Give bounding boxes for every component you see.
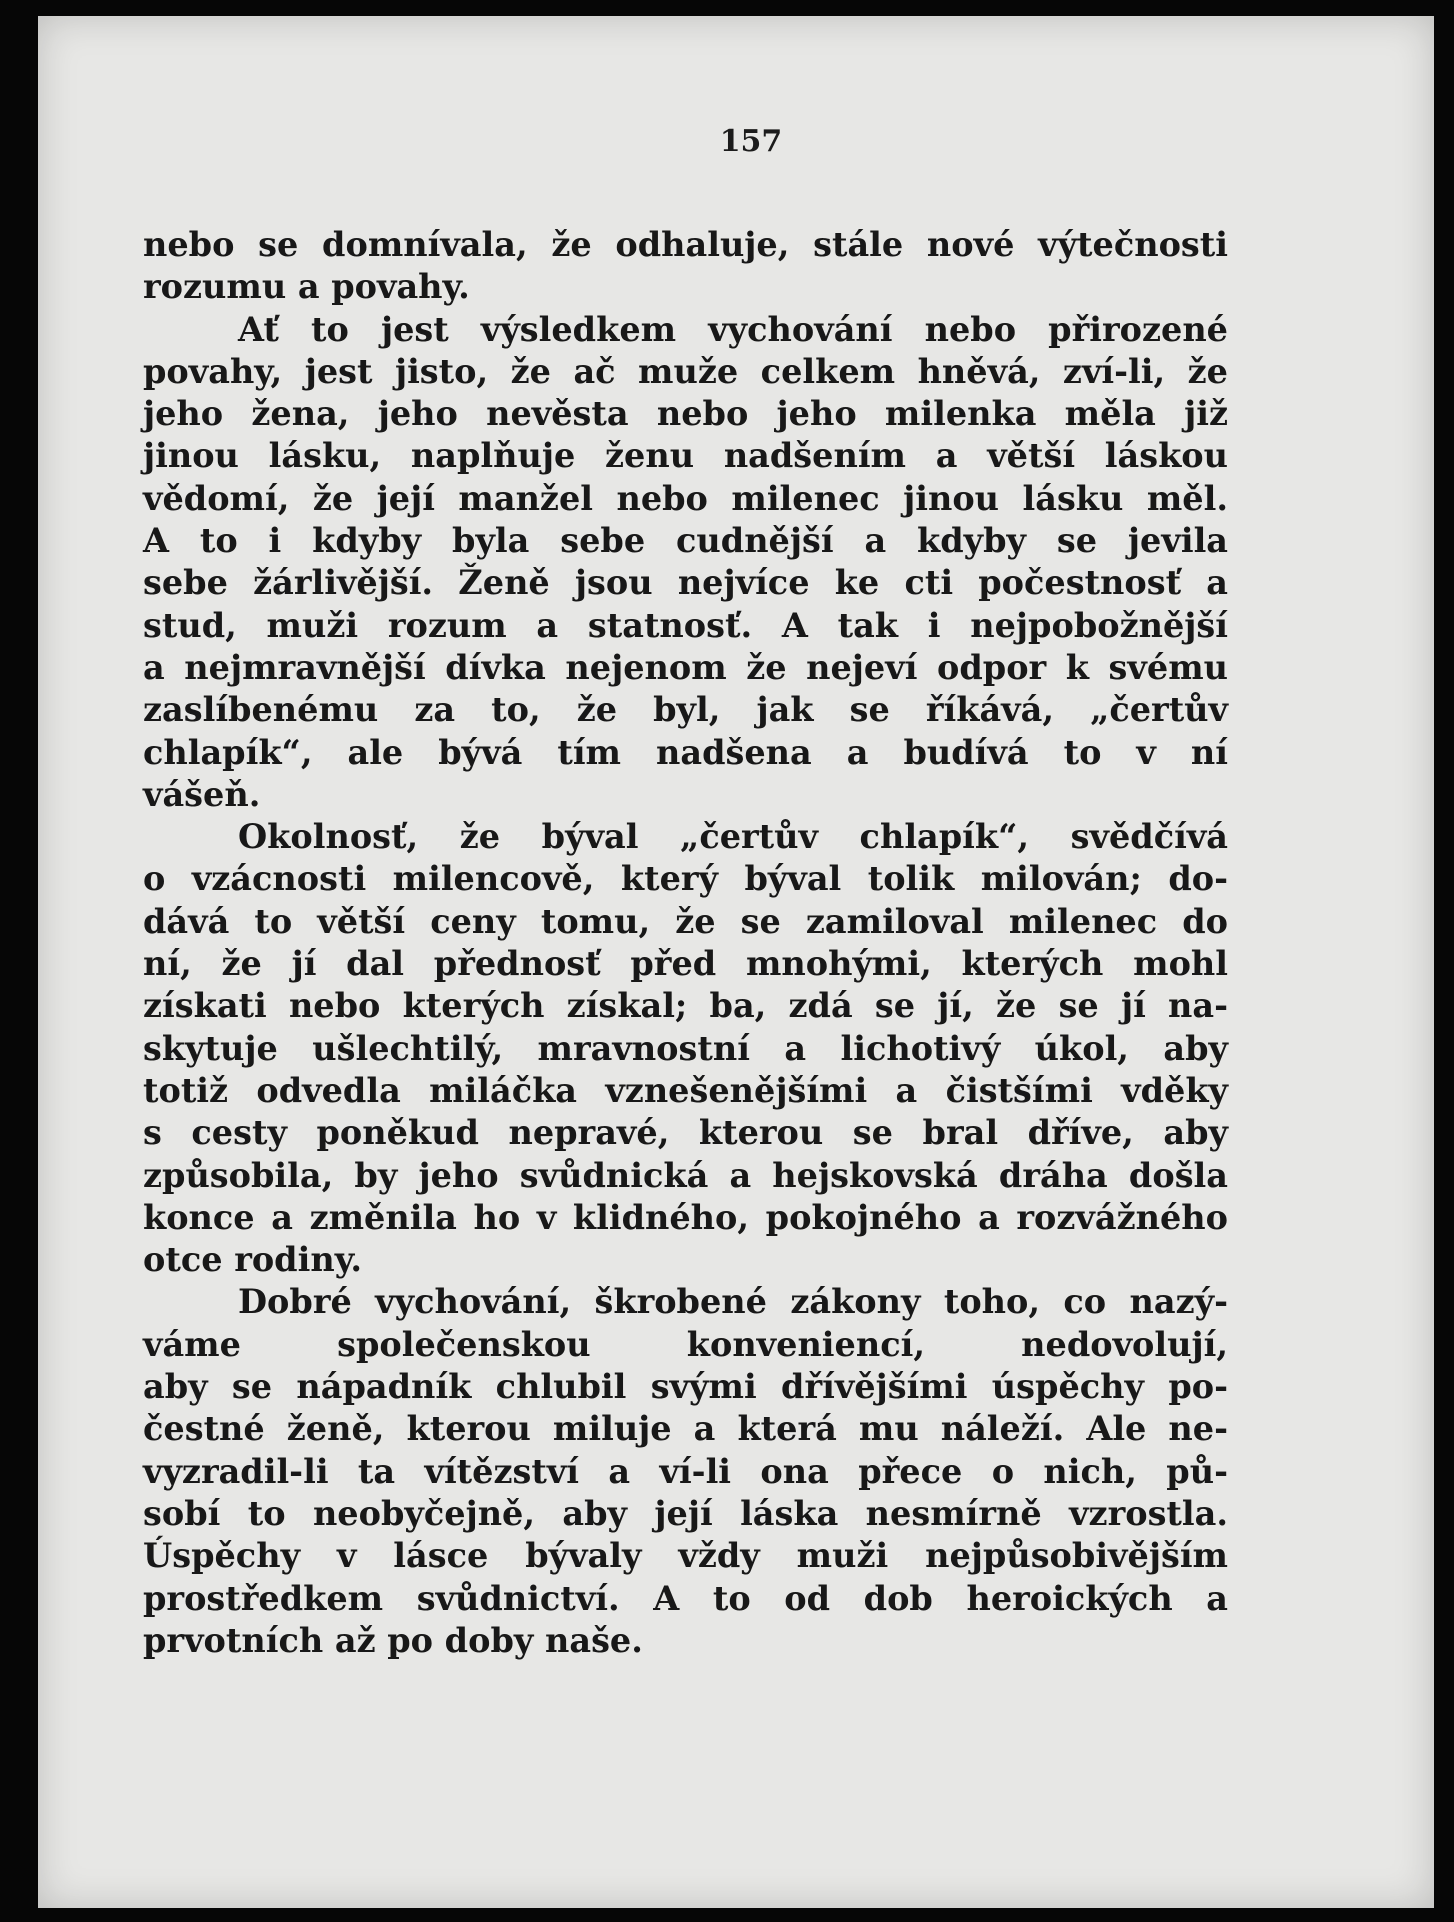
text-line: jinou lásku, naplňuje ženu nadšením a větší láskou — [143, 436, 1228, 476]
text-line: jeho žena, jeho nevěsta nebo jeho milenka měla již — [143, 394, 1228, 434]
text-line: Ať to jest výsledkem vychování nebo přirozené — [238, 309, 1228, 349]
text-line: sebe žárlivější. Ženě jsou nejvíce ke cti počestnosť a — [143, 563, 1228, 603]
text-line: čestné ženě, kterou miluje a která mu náleží. Ale ne- — [143, 1409, 1228, 1449]
text-line: Okolnosť, že býval „čertův chlapík“, svědčívá — [238, 817, 1228, 857]
text-line: chlapík“, ale bývá tím nadšena a budívá to v ní — [143, 732, 1228, 772]
book-page — [38, 16, 1434, 1908]
text-line: povahy, jest jisto, že ač muže celkem hněvá, zví-li, že — [143, 351, 1228, 391]
text-line: skytuje ušlechtilý, mravnostní a lichotivý úkol, aby — [143, 1028, 1228, 1068]
text-line: dává to větší ceny tomu, že se zamiloval milenec do — [143, 901, 1228, 941]
text-line: aby se nápadník chlubil svými dřívějšími úspěchy po- — [143, 1367, 1228, 1407]
text-line: ní, že jí dal přednosť před mnohými, kterých mohl — [143, 944, 1228, 984]
text-line: prvotních až po doby naše. — [143, 1620, 643, 1660]
text-line: a nejmravnější dívka nejenom že nejeví odpor k svému — [143, 647, 1228, 687]
text-line: sobí to neobyčejně, aby její láska nesmírně vzrostla. — [143, 1493, 1228, 1533]
text-line: stud, muži rozum a statnosť. A tak i nejpobožnější — [143, 605, 1228, 645]
text-line: nebo se domnívala, že odhaluje, stále nové výtečnosti — [143, 225, 1228, 264]
text-line: totiž odvedla miláčka vznešenějšími a čistšími vděky — [143, 1070, 1228, 1110]
text-line: s cesty poněkud nepravé, kterou se bral dříve, aby — [143, 1113, 1228, 1153]
text-line: vyzradil-li ta vítězství a ví-li ona přece o nich, pů- — [143, 1451, 1228, 1491]
text-line: otce rodiny. — [143, 1240, 362, 1280]
text-line: rozumu a povahy. — [143, 267, 470, 307]
text-line: vědomí, že její manžel nebo milenec jinou lásku měl. — [143, 478, 1228, 518]
text-line: konce a změnila ho v klidného, pokojného a rozvážného — [143, 1197, 1228, 1237]
text-line: váme společenskou konveniencí, nedovolují, — [143, 1324, 1228, 1364]
text-line: zaslíbenému za to, že byl, jak se říkává, „čertův — [143, 690, 1228, 730]
text-line: způsobila, by jeho svůdnická a hejskovská dráha došla — [143, 1155, 1228, 1195]
body-text — [143, 224, 1228, 1662]
text-line: A to i kdyby byla sebe cudnější a kdyby se jevila — [143, 521, 1228, 561]
text-line: prostředkem svůdnictví. A to od dob heroických a — [143, 1578, 1228, 1618]
text-line: získati nebo kterých získal; ba, zdá se jí, že se jí na- — [143, 986, 1228, 1026]
page-number: 157 — [719, 124, 783, 159]
text-line: vášeň. — [143, 774, 261, 814]
text-line: o vzácnosti milencově, který býval tolik milován; do- — [143, 859, 1228, 899]
text-line: Úspěchy v lásce bývaly vždy muži nejpůsobivějším — [143, 1536, 1228, 1576]
text-line: Dobré vychování, škrobené zákony toho, co nazý- — [238, 1282, 1228, 1322]
